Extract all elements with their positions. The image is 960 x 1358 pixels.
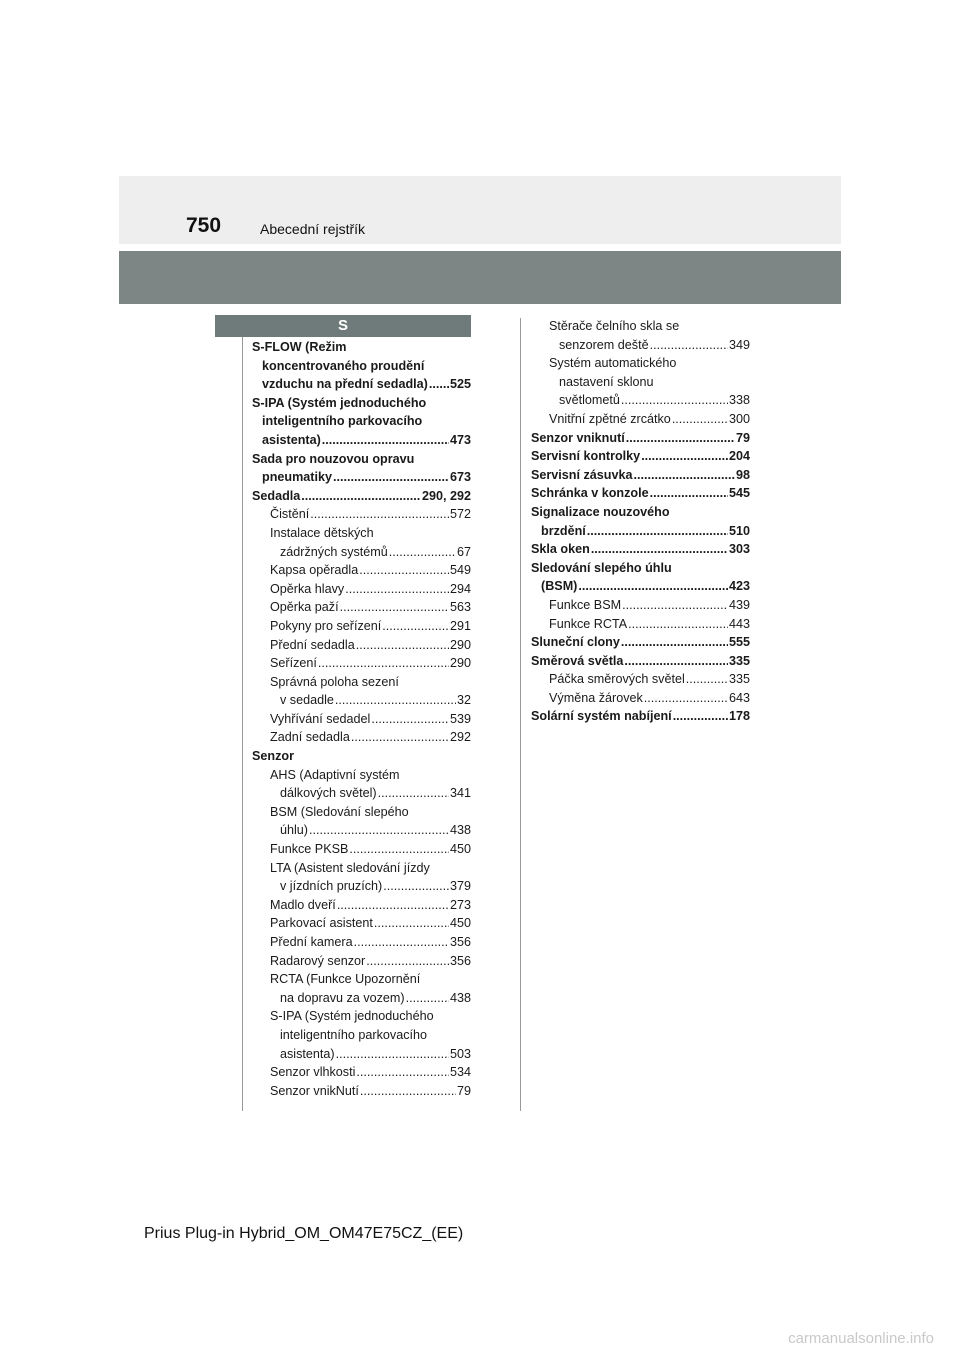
page-number: 750 xyxy=(186,214,222,237)
index-entry xyxy=(252,654,471,673)
index-entry xyxy=(252,561,471,580)
dot-leader xyxy=(634,466,735,485)
entry-term: Přední kamera xyxy=(270,935,353,949)
entry-page: 204 xyxy=(728,449,750,464)
entry-page: 292 xyxy=(449,730,471,745)
index-entry xyxy=(252,952,471,971)
dot-leader xyxy=(587,522,728,541)
entry-page: 438 xyxy=(449,990,471,1005)
page-title: Abecední rejstřík xyxy=(260,221,366,237)
index-entry xyxy=(531,670,750,689)
dot-leader xyxy=(310,505,449,524)
dot-leader xyxy=(650,484,728,503)
entry-term: Senzor vlhkosti xyxy=(270,1065,356,1080)
dot-leader xyxy=(359,561,449,580)
entry-page: 439 xyxy=(728,597,750,612)
entry-page: 555 xyxy=(728,635,750,650)
entry-term: Senzor vnikNutí xyxy=(270,1083,359,1098)
index-entry xyxy=(531,429,750,448)
dot-leader xyxy=(336,1045,449,1064)
dot-leader xyxy=(578,577,728,596)
entry-page: 356 xyxy=(449,953,471,968)
dot-leader xyxy=(374,914,449,933)
index-entry xyxy=(531,391,750,410)
index-entry xyxy=(252,468,471,487)
entry-page: 525 xyxy=(449,377,471,392)
dot-leader xyxy=(318,654,449,673)
dot-leader xyxy=(672,410,728,429)
entry-page: 473 xyxy=(449,432,471,447)
entry-page: 438 xyxy=(449,823,471,838)
entry-page: 294 xyxy=(449,581,471,596)
entry-term: Schránka v konzole xyxy=(531,486,649,501)
entry-term: Servisní zásuvka xyxy=(531,467,633,482)
index-line: nastavení sklonu xyxy=(559,374,654,389)
entry-page: 356 xyxy=(449,935,471,949)
document-footer: Prius Plug-in Hybrid_OM_OM47E75CZ_(EE) xyxy=(144,1225,464,1242)
index-entry xyxy=(252,1063,471,1082)
left-column-divider xyxy=(242,337,243,1111)
entry-term: Parkovací asistent xyxy=(270,916,373,931)
index-entry xyxy=(531,596,750,615)
dot-leader xyxy=(641,447,728,466)
entry-term: na dopravu za vozem) xyxy=(280,990,405,1005)
dot-leader xyxy=(301,487,421,506)
entry-page: 673 xyxy=(449,470,471,485)
entry-page: 341 xyxy=(449,786,471,801)
index-entry xyxy=(531,484,750,503)
index-entry xyxy=(252,487,471,506)
entry-term: dálkových světel) xyxy=(280,786,377,801)
dot-leader xyxy=(335,691,456,710)
index-line: Sada pro nouzovou opravu xyxy=(252,451,415,466)
dot-leader xyxy=(406,989,449,1008)
entry-page: 273 xyxy=(449,897,471,912)
index-line: S-IPA (Systém jednoduchého xyxy=(270,1009,434,1024)
entry-page: 643 xyxy=(728,690,750,705)
index-line: RCTA (Funkce Upozornění xyxy=(270,972,421,987)
dot-leader xyxy=(591,540,728,559)
entry-page: 563 xyxy=(449,600,471,615)
index-entry xyxy=(531,615,750,634)
index-entry xyxy=(252,375,471,394)
index-entry xyxy=(252,933,471,952)
index-line: S-IPA (Systém jednoduchého xyxy=(252,395,427,410)
index-line: Senzor xyxy=(252,749,294,764)
entry-page: 539 xyxy=(449,711,471,726)
dot-leader xyxy=(351,728,449,747)
index-entry xyxy=(252,1082,471,1101)
entry-term: Výměna žárovek xyxy=(549,690,643,705)
entry-term: Kapsa opěradla xyxy=(270,563,359,578)
entry-page: 423 xyxy=(728,579,750,594)
entry-term: Skla oken xyxy=(531,542,590,557)
entry-term: Funkce RCTA xyxy=(549,616,628,631)
dot-leader xyxy=(337,896,449,915)
dot-leader xyxy=(340,598,449,617)
entry-page: 338 xyxy=(728,393,750,408)
index-entry xyxy=(252,877,471,896)
entry-page: 98 xyxy=(735,467,750,482)
index-entry xyxy=(252,896,471,915)
section-letter: S xyxy=(215,315,471,337)
entry-term: Sluneční clony xyxy=(531,635,620,650)
entry-term: pneumatiky xyxy=(262,470,332,485)
entry-page: 534 xyxy=(449,1065,471,1080)
dot-leader xyxy=(621,391,728,410)
index-line: Systém automatického xyxy=(549,356,677,371)
index-entry xyxy=(252,617,471,636)
dot-leader xyxy=(686,670,728,689)
index-entry xyxy=(252,840,471,859)
index-entry xyxy=(252,1045,471,1064)
index-entry xyxy=(252,821,471,840)
entry-page: 335 xyxy=(728,672,750,687)
dot-leader xyxy=(429,375,449,394)
entry-term: Madlo dveří xyxy=(270,897,336,912)
entry-term: asistenta) xyxy=(280,1046,335,1061)
entry-term: Zadní sedadla xyxy=(270,730,350,745)
watermark: carmanualsonline.info xyxy=(788,1330,934,1347)
dot-leader xyxy=(360,1082,456,1101)
entry-term: Směrová světla xyxy=(531,653,624,668)
entry-term: Solární systém nabíjení xyxy=(531,709,672,724)
entry-page: 549 xyxy=(449,563,471,578)
dot-leader xyxy=(354,933,449,952)
index-entry xyxy=(531,652,750,671)
entry-page: 503 xyxy=(449,1046,471,1061)
index-line: Instalace dětských xyxy=(270,525,374,540)
index-entry xyxy=(531,540,750,559)
index-entry xyxy=(531,410,750,429)
entry-term: Senzor vniknutí xyxy=(531,430,625,445)
entry-page: 300 xyxy=(728,411,750,426)
index-entry xyxy=(252,505,471,524)
header-bar xyxy=(119,176,841,244)
entry-page: 178 xyxy=(728,709,750,724)
index-entry xyxy=(531,466,750,485)
entry-term: Opěrka paží xyxy=(270,600,339,615)
entry-page: 79 xyxy=(735,430,750,445)
dot-leader xyxy=(621,633,728,652)
index-line: S-FLOW (Režim xyxy=(252,340,347,354)
index-line: Sledování slepého úhlu xyxy=(531,560,672,575)
entry-page: 545 xyxy=(728,486,750,501)
dot-leader xyxy=(322,431,449,450)
entry-page: 572 xyxy=(449,507,471,522)
entry-term: Páčka směrových světel xyxy=(549,672,685,687)
dot-leader xyxy=(626,429,735,448)
index-entry xyxy=(252,431,471,450)
dot-leader xyxy=(383,877,449,896)
entry-term: v jízdních pruzích) xyxy=(280,879,383,894)
index-entry xyxy=(252,543,471,562)
index-entry xyxy=(531,707,750,726)
entry-term: úhlu) xyxy=(280,823,309,838)
entry-term: Vyhřívání sedadel xyxy=(270,711,371,726)
dot-leader xyxy=(333,468,449,487)
index-entry xyxy=(531,633,750,652)
index-entry xyxy=(252,710,471,729)
entry-term: (BSM) xyxy=(541,579,578,594)
index-line: AHS (Adaptivní systém xyxy=(270,767,400,782)
dot-leader xyxy=(622,596,728,615)
dot-leader xyxy=(366,952,449,971)
entry-page: 290 xyxy=(449,656,471,671)
entry-page: 291 xyxy=(449,618,471,633)
index-entry xyxy=(252,914,471,933)
entry-page: 450 xyxy=(449,916,471,931)
entry-term: Servisní kontrolky xyxy=(531,449,641,464)
index-line: koncentrovaného proudění xyxy=(262,358,425,373)
entry-page: 32 xyxy=(456,693,471,708)
entry-term: Funkce BSM xyxy=(549,597,622,612)
entry-term: Přední sedadla xyxy=(270,637,355,652)
entry-term: zádržných systémů xyxy=(280,544,388,559)
entry-page: 79 xyxy=(456,1083,471,1098)
entry-term: Pokyny pro seřízení xyxy=(270,618,382,633)
entry-term: Radarový senzor xyxy=(270,953,366,968)
entry-term: brzdění xyxy=(541,523,586,538)
header-band xyxy=(119,251,841,304)
entry-page: 349 xyxy=(728,337,750,352)
dot-leader xyxy=(673,707,728,726)
index-entry xyxy=(531,447,750,466)
index-line: inteligentního parkovacího xyxy=(280,1027,428,1042)
entry-page: 443 xyxy=(728,616,750,631)
entry-term: Sedadla xyxy=(252,488,301,503)
dot-leader xyxy=(628,615,728,634)
index-column-right xyxy=(531,317,750,726)
entry-page: 290, 292 xyxy=(421,488,471,503)
dot-leader xyxy=(382,617,449,636)
entry-term: senzorem deště xyxy=(559,337,649,352)
entry-term: v sedadle xyxy=(280,693,334,708)
index-line: BSM (Sledování slepého xyxy=(270,804,409,819)
dot-leader xyxy=(356,1063,449,1082)
dot-leader xyxy=(624,652,728,671)
index-entry xyxy=(252,989,471,1008)
dot-leader xyxy=(371,710,449,729)
entry-page: 510 xyxy=(728,523,750,538)
entry-page: 335 xyxy=(728,653,750,668)
dot-leader xyxy=(356,636,449,655)
dot-leader xyxy=(650,336,728,355)
index-line: inteligentního parkovacího xyxy=(262,414,423,429)
index-entry xyxy=(252,580,471,599)
entry-page: 379 xyxy=(449,879,471,894)
index-entry xyxy=(531,522,750,541)
entry-page: 450 xyxy=(449,842,471,857)
entry-term: Funkce PKSB xyxy=(270,842,349,857)
dot-leader xyxy=(378,784,449,803)
dot-leader xyxy=(644,689,728,708)
entry-term: Seřízení xyxy=(270,656,317,671)
index-entry xyxy=(252,636,471,655)
index-entry xyxy=(252,598,471,617)
index-column-left xyxy=(252,338,471,1100)
entry-page: 67 xyxy=(456,544,471,559)
entry-term: Čistění xyxy=(270,507,310,522)
dot-leader xyxy=(309,821,449,840)
dot-leader xyxy=(389,543,456,562)
index-line: Stěrače čelního skla se xyxy=(549,319,680,333)
entry-term: Vnitřní zpětné zrcátko xyxy=(549,411,671,426)
right-column-divider xyxy=(520,318,521,1111)
entry-term: asistenta) xyxy=(262,432,321,447)
index-line: Správná poloha sezení xyxy=(270,674,399,689)
entry-term: Opěrka hlavy xyxy=(270,581,345,596)
entry-page: 290 xyxy=(449,637,471,652)
dot-leader xyxy=(349,840,449,859)
entry-page: 303 xyxy=(728,542,750,557)
dot-leader xyxy=(345,580,449,599)
index-entry xyxy=(531,689,750,708)
entry-term: světlometů xyxy=(559,393,620,408)
index-entry xyxy=(252,784,471,803)
index-line: Signalizace nouzového xyxy=(531,504,670,519)
index-entry xyxy=(531,336,750,355)
index-entry xyxy=(252,691,471,710)
entry-term: vzduchu na přední sedadla) xyxy=(262,377,428,392)
index-entry xyxy=(531,577,750,596)
index-line: LTA (Asistent sledování jízdy xyxy=(270,860,430,875)
index-entry xyxy=(252,728,471,747)
